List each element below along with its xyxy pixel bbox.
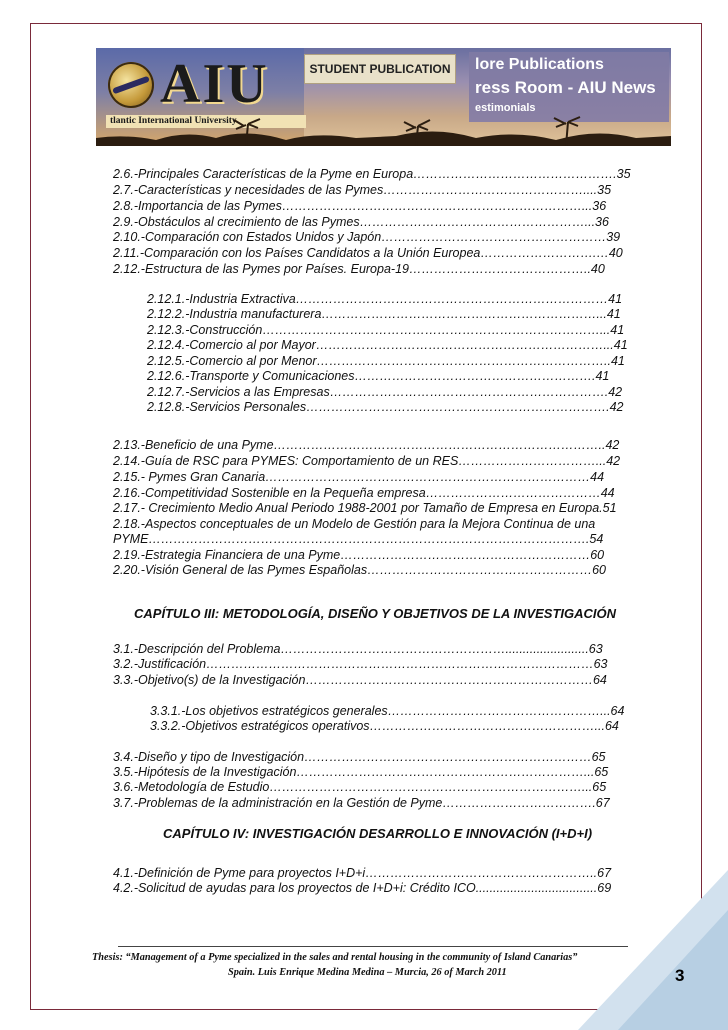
toc-entry: 3.2.-Justificación…………………………………………………………………………………63 — [113, 657, 608, 671]
toc-entry: 3.5.-Hipótesis de la Investigación……………………………………………………………...65 — [113, 765, 609, 779]
toc-subentry: 2.12.3.-Construcción………………………………………………………………………...41 — [147, 323, 625, 337]
logo-text: AIU — [160, 53, 269, 115]
toc-entry: 2.9.-Obstáculos al crecimiento de las Pymes………………………………………………...36 — [113, 215, 609, 229]
toc-entry: 3.4.-Diseño y tipo de Investigación……………………………………………………………65 — [113, 750, 606, 764]
footer-author-line: Spain. Luis Enrique Medina Medina – Murcia, 26 of March 2011 — [228, 967, 507, 978]
toc-subentry: 2.12.1.-Industria Extractiva…………………………………………………………………41 — [147, 292, 623, 306]
header-banner — [96, 48, 671, 146]
toc-subentry: 2.12.2.-Industria manufacturera…………………………………………………………...41 — [147, 307, 621, 321]
toc-subentry: 3.3.1.-Los objetivos estratégicos generales……………………………………………...64 — [150, 704, 625, 718]
menu-more-publications[interactable]: lore Publications — [475, 56, 604, 73]
toc-entry: 2.6.-Principales Características de la Pyme en Europa………………………………………….35 — [113, 167, 631, 181]
globe-icon — [108, 62, 154, 108]
toc-subentry: 2.12.7.-Servicios a las Empresas………………………………………………………….42 — [147, 385, 623, 399]
toc-entry: 2.19.-Estrategia Financiera de una Pyme……………………………………………………60 — [113, 548, 605, 562]
chapter-heading: CAPÍTULO IV: INVESTIGACIÓN DESARROLLO E INNOVACIÓN (I+D+I) — [163, 826, 593, 841]
toc-entry: 2.15.- Pymes Gran Canaria……………………………………………………………………44 — [113, 470, 605, 484]
toc-subentry: 2.12.8.-Servicios Personales……………………………………………………………….42 — [147, 400, 624, 414]
toc-entry: 2.17.- Crecimiento Medio Anual Periodo 1988-2001 por Tamaño de Empresa en Europa.51 — [113, 501, 617, 515]
toc-entry: 2.16.-Competitividad Sostenible en la Pequeña empresa……………………………………44 — [113, 486, 615, 500]
toc-entry: 2.13.-Beneficio de una Pyme……………………………………………………………………..42 — [113, 438, 620, 452]
toc-entry: 2.10.-Comparación con Estados Unidos y Japón………………………………………………39 — [113, 230, 621, 244]
toc-entry: 4.1.-Definición de Pyme para proyectos I+D+i………………………………………………..67 — [113, 866, 612, 880]
toc-subentry: 3.3.2.-Objetivos estratégicos operativos………………………………………………...64 — [150, 719, 619, 733]
toc-entry: 3.6.-Metodología de Estudio…………………………………………………………………...65 — [113, 780, 607, 794]
toc-subentry: 2.12.4.-Comercio al por Mayor……………………………………………………………...41 — [147, 338, 628, 352]
toc-subentry: 2.12.5.-Comercio al por Menor……………………………………………………………..41 — [147, 354, 625, 368]
toc-entry: 2.20.-Visión General de las Pymes Españolas………………………………………………60 — [113, 563, 606, 577]
menu-testimonials[interactable]: estimonials — [475, 102, 536, 114]
toc-entry: 4.2.-Solicitud de ayudas para los proyectos de I+D+i: Crédito ICO...................................69 — [113, 881, 612, 895]
logo-subtitle: tlantic International University — [106, 115, 306, 128]
toc-entry: 2.12.-Estructura de las Pymes por Países. Europa-19……………………………………..40 — [113, 262, 605, 276]
menu-press-room[interactable]: ress Room - AIU News — [475, 78, 656, 97]
toc-entry: 2.18.-Aspectos conceptuales de un Modelo de Gestión para la Mejora Continua de una — [113, 517, 596, 531]
toc-entry: 2.11.-Comparación con los Países Candidatos a la Unión Europea……………………….…40 — [113, 246, 623, 260]
chapter-heading: CAPÍTULO III: METODOLOGÍA, DISEÑO Y OBJETIVOS DE LA INVESTIGACIÓN — [134, 606, 617, 621]
palm-trees-silhouette — [96, 116, 671, 146]
footer-thesis-title: Thesis: “Management of a Pyme specialized in the sales and rental housing in the community of Island Canarias” — [92, 952, 578, 963]
student-publication-label[interactable]: STUDENT PUBLICATION — [304, 54, 456, 84]
toc-entry: 2.14.-Guía de RSC para PYMES: Comportamiento de un RES……………………………...42 — [113, 454, 621, 468]
page-number: 3 — [675, 966, 685, 985]
toc-entry: 2.7.-Características y necesidades de las Pymes…………………………………………....35 — [113, 183, 612, 197]
page-corner-decoration — [548, 870, 728, 1030]
toc-entry: 2.8.-Importancia de las Pymes………………………………………………………………...36 — [113, 199, 607, 213]
toc-entry: 3.1.-Descripción del Problema………………………………………………........................63 — [113, 642, 603, 656]
toc-entry: 3.3.-Objetivo(s) de la Investigación……………………………………………………………64 — [113, 673, 607, 687]
banner-menu — [469, 52, 669, 122]
toc-subentry: 2.12.6.-Transporte y Comunicaciones………………………………………………….41 — [147, 369, 610, 383]
toc-entry: 3.7.-Problemas de la administración en la Gestión de Pyme……………………………….67 — [113, 796, 610, 810]
toc-entry: PYME…………………………………………………………………………………………….54 — [113, 532, 604, 546]
